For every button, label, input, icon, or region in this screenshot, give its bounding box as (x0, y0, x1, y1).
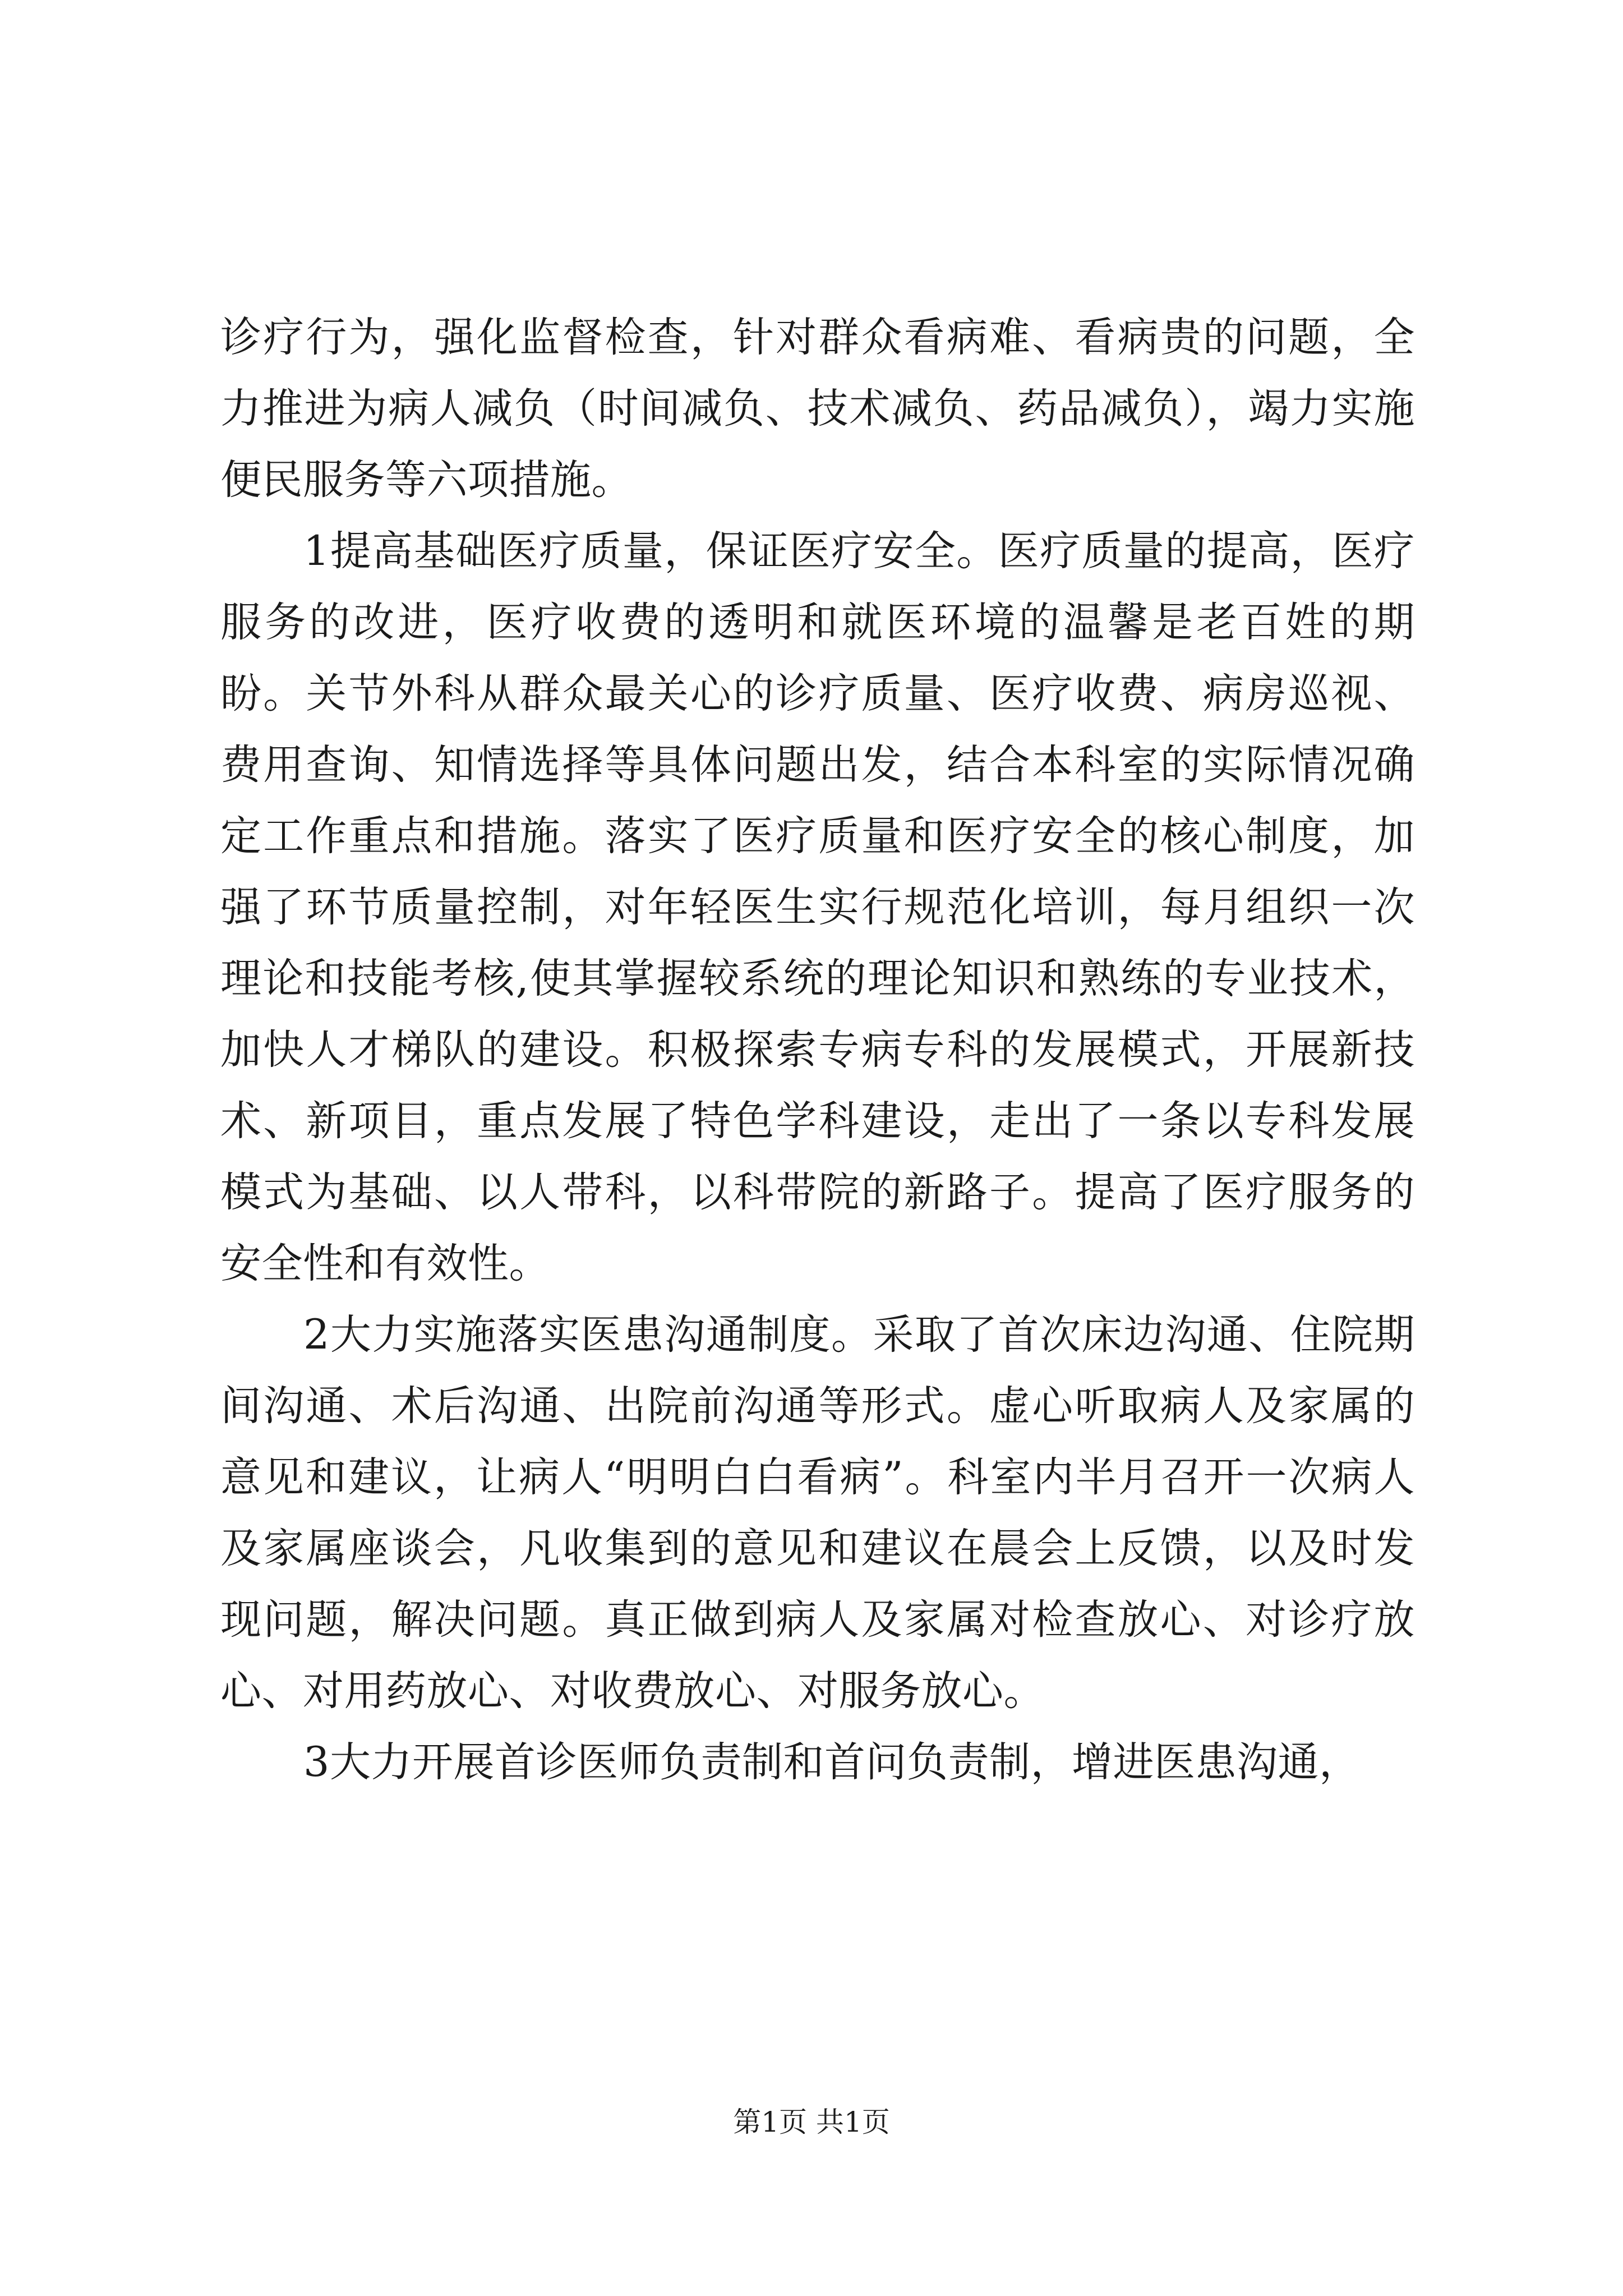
page-footer: 第1页 共1页 (733, 2106, 890, 2138)
paragraph-1-medical-quality: 1提高基础医疗质量，保证医疗安全。医疗质量的提高，医疗服务的改进，医疗收费的透明和就医环境的温馨是老百姓的期盼。关节外科从群众最关心的诊疗质量、医疗收费、病房巡视、费用查询、知情选择等具体问题出发，结合本科室的实际情况确定工作重点和措施。落实了医疗质量和医疗安全的核心制度，加强了环节质量控制，对年轻医生实行规范化培训，每月组织一次理论和技能考核,使其掌握较系统的理论知识和熟练的专业技术，加快人才梯队的建设。积极探索专病专科的发展模式，开展新技术、新项目，重点发展了特色学科建设，走出了一条以专科发展模式为基础、以人带科，以科带院的新路子。提高了医疗服务的安全性和有效性。 (220, 527, 1415, 1287)
paragraph-2-doctor-patient-communication: 2大力实施落实医患沟通制度。采取了首次床边沟通、住院期间沟通、术后沟通、出院前沟通等形式。虚心听取病人及家属的意见和建议，让病人“明明白白看病”。科室内半月召开一次病人及家属座谈会，凡收集到的意见和建议在晨会上反馈，以及时发现问题，解决问题。真正做到病人及家属对检查放心、对诊疗放心、对用药放心、对收费放心、对服务放心。 (220, 1311, 1415, 1715)
paragraph-3-first-consultation: 3大力开展首诊医师负责制和首问负责制，增进医患沟通， (303, 1738, 1361, 1786)
paragraph-continuation: 诊疗行为，强化监督检查，针对群众看病难、看病贵的问题，全力推进为病人减负（时间减负、技术减负、药品减负），竭力实施便民服务等六项措施。 (220, 314, 1415, 504)
body-text (220, 302, 1415, 1798)
